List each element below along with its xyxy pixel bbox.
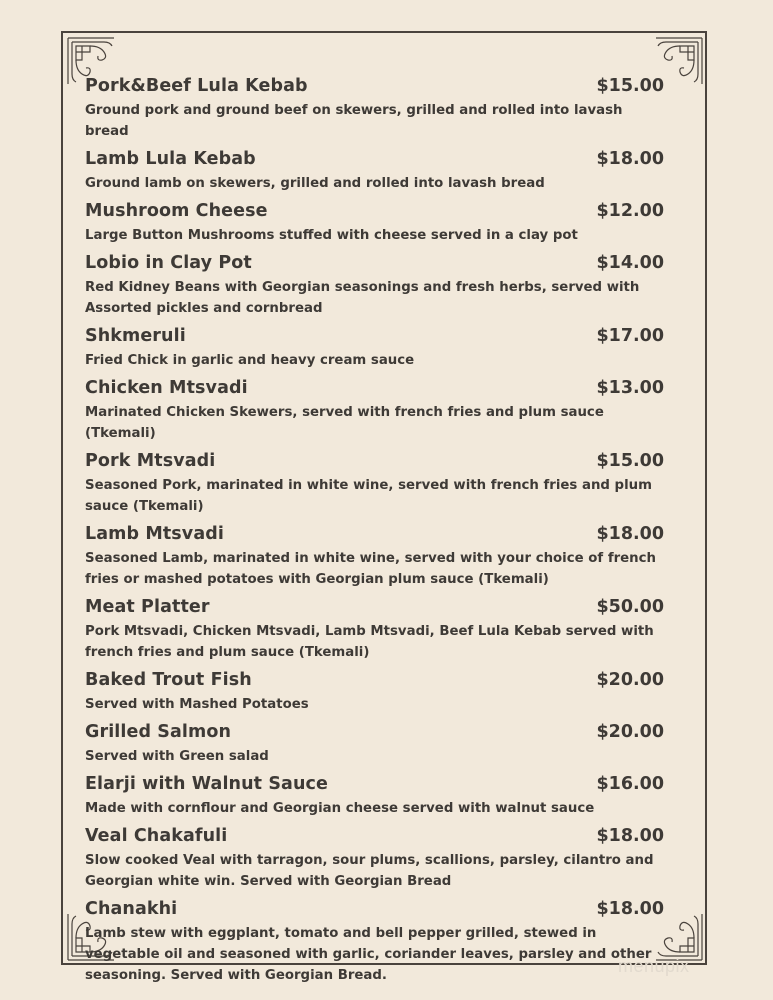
menu-item (85, 823, 670, 892)
item-price: $18.00 (596, 149, 664, 169)
item-description: Pork Mtsvadi, Chicken Mtsvadi, Lamb Mtsvadi, Beef Lula Kebab served with french fries and plum sauce (Tkemali) (85, 624, 654, 660)
menu-item (85, 250, 670, 319)
item-name: Mushroom Cheese (85, 201, 268, 221)
item-description: Marinated Chicken Skewers, served with french fries and plum sauce (Tkemali) (85, 405, 604, 441)
item-price: $50.00 (596, 597, 664, 617)
item-price: $17.00 (596, 326, 664, 346)
menu-item (85, 146, 670, 194)
item-description: Made with cornflour and Georgian cheese served with walnut sauce (85, 801, 595, 816)
item-price: $20.00 (596, 722, 664, 742)
menu-item (85, 448, 670, 517)
item-name: Pork&Beef Lula Kebab (85, 76, 308, 96)
menu-item (85, 323, 670, 371)
item-description: Ground pork and ground beef on skewers, grilled and rolled into lavash bread (85, 103, 623, 139)
item-description: Served with Green salad (85, 749, 269, 764)
item-price: $20.00 (596, 670, 664, 690)
item-description: Seasoned Pork, marinated in white wine, served with french fries and plum sauce (Tkemali) (85, 478, 652, 514)
item-description: Fried Chick in garlic and heavy cream sauce (85, 353, 415, 368)
item-price: $18.00 (596, 899, 664, 919)
item-description: Ground lamb on skewers, grilled and rolled into lavash bread (85, 176, 545, 191)
item-name: Lobio in Clay Pot (85, 253, 252, 273)
menu-item (85, 198, 670, 246)
item-name: Grilled Salmon (85, 722, 232, 742)
menu-item (85, 771, 670, 819)
item-description: Lamb stew with eggplant, tomato and bell pepper grilled, stewed in vegetable oil and seasoned with garlic, coriander leaves, parsley and other seasoning. Served with Georgian Bread. (85, 926, 652, 983)
menu-item (85, 719, 670, 767)
watermark: menupix (618, 956, 690, 976)
menu-item (85, 896, 670, 986)
item-price: $15.00 (596, 451, 664, 471)
item-price: $16.00 (596, 774, 664, 794)
item-description: Seasoned Lamb, marinated in white wine, served with your choice of french fries or mashed potatoes with Georgian plum sauce (Tkemali) (85, 551, 656, 587)
item-price: $13.00 (596, 378, 664, 398)
item-name: Chanakhi (85, 899, 178, 919)
item-price: $15.00 (596, 76, 664, 96)
item-price: $12.00 (596, 201, 664, 221)
item-name: Pork Mtsvadi (85, 451, 216, 471)
menu-item (85, 594, 670, 663)
item-description: Large Button Mushrooms stuffed with cheese served in a clay pot (85, 228, 578, 243)
item-name: Chicken Mtsvadi (85, 378, 248, 398)
menu-list (85, 73, 670, 990)
item-price: $18.00 (596, 524, 664, 544)
menu-item (85, 667, 670, 715)
item-name: Lamb Mtsvadi (85, 524, 224, 544)
item-price: $14.00 (596, 253, 664, 273)
menu-item (85, 73, 670, 142)
item-name: Elarji with Walnut Sauce (85, 774, 328, 794)
item-price: $18.00 (596, 826, 664, 846)
item-description: Slow cooked Veal with tarragon, sour plums, scallions, parsley, cilantro and Georgian white win. Served with Georgian Bread (85, 853, 654, 889)
item-name: Lamb Lula Kebab (85, 149, 256, 169)
menu-item (85, 375, 670, 444)
item-name: Veal Chakafuli (85, 826, 228, 846)
item-name: Baked Trout Fish (85, 670, 252, 690)
item-description: Served with Mashed Potatoes (85, 697, 309, 712)
item-name: Meat Platter (85, 597, 210, 617)
item-name: Shkmeruli (85, 326, 186, 346)
menu-item (85, 521, 670, 590)
item-description: Red Kidney Beans with Georgian seasonings and fresh herbs, served with Assorted pickles and cornbread (85, 280, 640, 316)
